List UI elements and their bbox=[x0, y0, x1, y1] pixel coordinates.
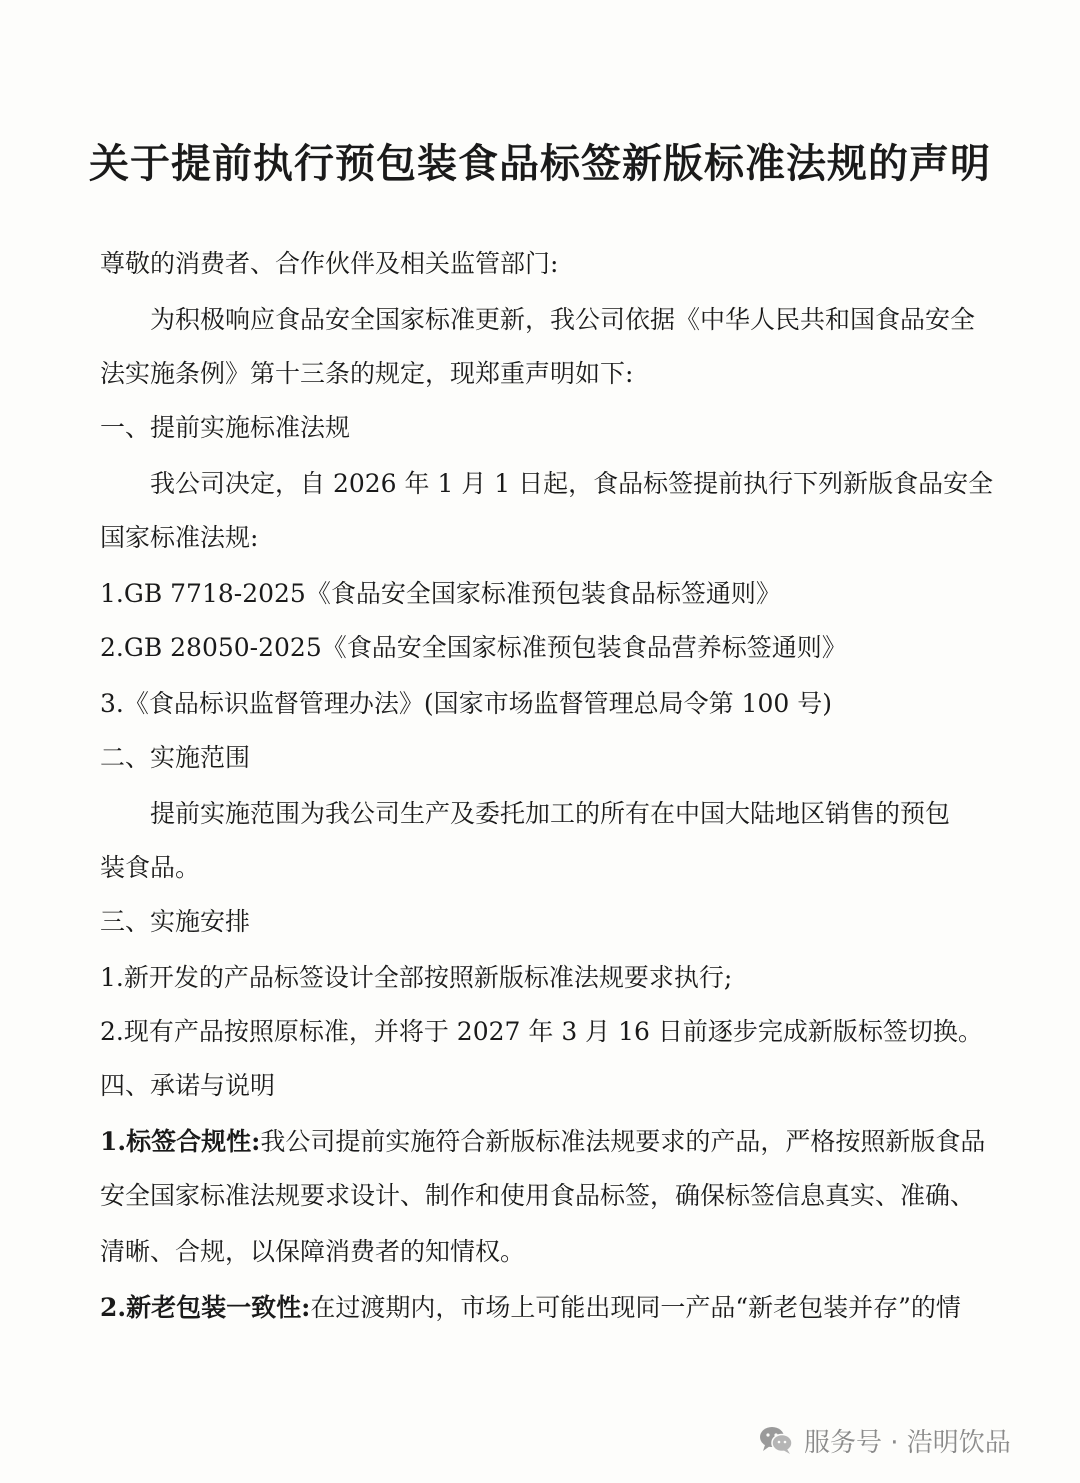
section-2-paragraph-line-1: 提前实施范围为我公司生产及委托加工的所有在中国大陆地区销售的预包 bbox=[150, 799, 951, 828]
commitment-item-1-line-3: 清晰、合规，以保障消费者的知情权。 bbox=[100, 1237, 526, 1266]
watermark-footer bbox=[758, 1418, 1011, 1462]
wechat-icon bbox=[758, 1422, 794, 1458]
intro-line-2: 法实施条例》第十三条的规定，现郑重声明如下: bbox=[100, 359, 634, 388]
commitment-item-2-lead: 2.新老包装一致性: bbox=[100, 1293, 311, 1322]
salutation: 尊敬的消费者、合作伙伴及相关监管部门: bbox=[100, 249, 559, 278]
commitment-item-2-line-1 bbox=[100, 1290, 961, 1326]
commitment-item-1-lead: 1.标签合规性: bbox=[100, 1127, 261, 1156]
standard-item-2: 2.GB 28050-2025《食品安全国家标准预包装食品营养标签通则》 bbox=[100, 633, 847, 662]
arrangement-item-1: 1.新开发的产品标签设计全部按照新版标准法规要求执行; bbox=[100, 963, 733, 992]
watermark-text: 服务号 · 浩明饮品 bbox=[804, 1427, 1011, 1458]
section-4-heading: 四、承诺与说明 bbox=[100, 1071, 276, 1100]
section-1-paragraph-line-1: 我公司决定，自 2026 年 1 月 1 日起，食品标签提前执行下列新版食品安全 bbox=[150, 469, 994, 498]
intro-line-1: 为积极响应食品安全国家标准更新，我公司依据《中华人民共和国食品安全 bbox=[150, 305, 976, 334]
section-2-paragraph-line-2: 装食品。 bbox=[100, 853, 201, 882]
commitment-item-2-text: 在过渡期内，市场上可能出现同一产品“新老包装并存”的情 bbox=[310, 1293, 961, 1322]
commitment-item-1-text: 我公司提前实施符合新版标准法规要求的产品，严格按照新版食品 bbox=[260, 1127, 986, 1156]
section-3-heading: 三、实施安排 bbox=[100, 907, 251, 936]
document-title: 关于提前执行预包装食品标签新版标准法规的声明 bbox=[89, 140, 991, 187]
section-1-heading: 一、提前实施标准法规 bbox=[100, 413, 351, 442]
commitment-item-1-line-2: 安全国家标准法规要求设计、制作和使用食品标签，确保标签信息真实、准确、 bbox=[100, 1181, 976, 1210]
commitment-item-1-line-1 bbox=[100, 1124, 985, 1160]
section-2-heading: 二、实施范围 bbox=[100, 743, 251, 772]
section-1-paragraph-line-2: 国家标准法规: bbox=[100, 523, 259, 552]
standard-item-3: 3.《食品标识监督管理办法》(国家市场监督管理总局令第 100 号) bbox=[100, 689, 832, 718]
standard-item-1: 1.GB 7718-2025《食品安全国家标准预包装食品标签通则》 bbox=[100, 579, 781, 608]
arrangement-item-2: 2.现有产品按照原标准，并将于 2027 年 3 月 16 日前逐步完成新版标签切换。 bbox=[100, 1017, 983, 1046]
